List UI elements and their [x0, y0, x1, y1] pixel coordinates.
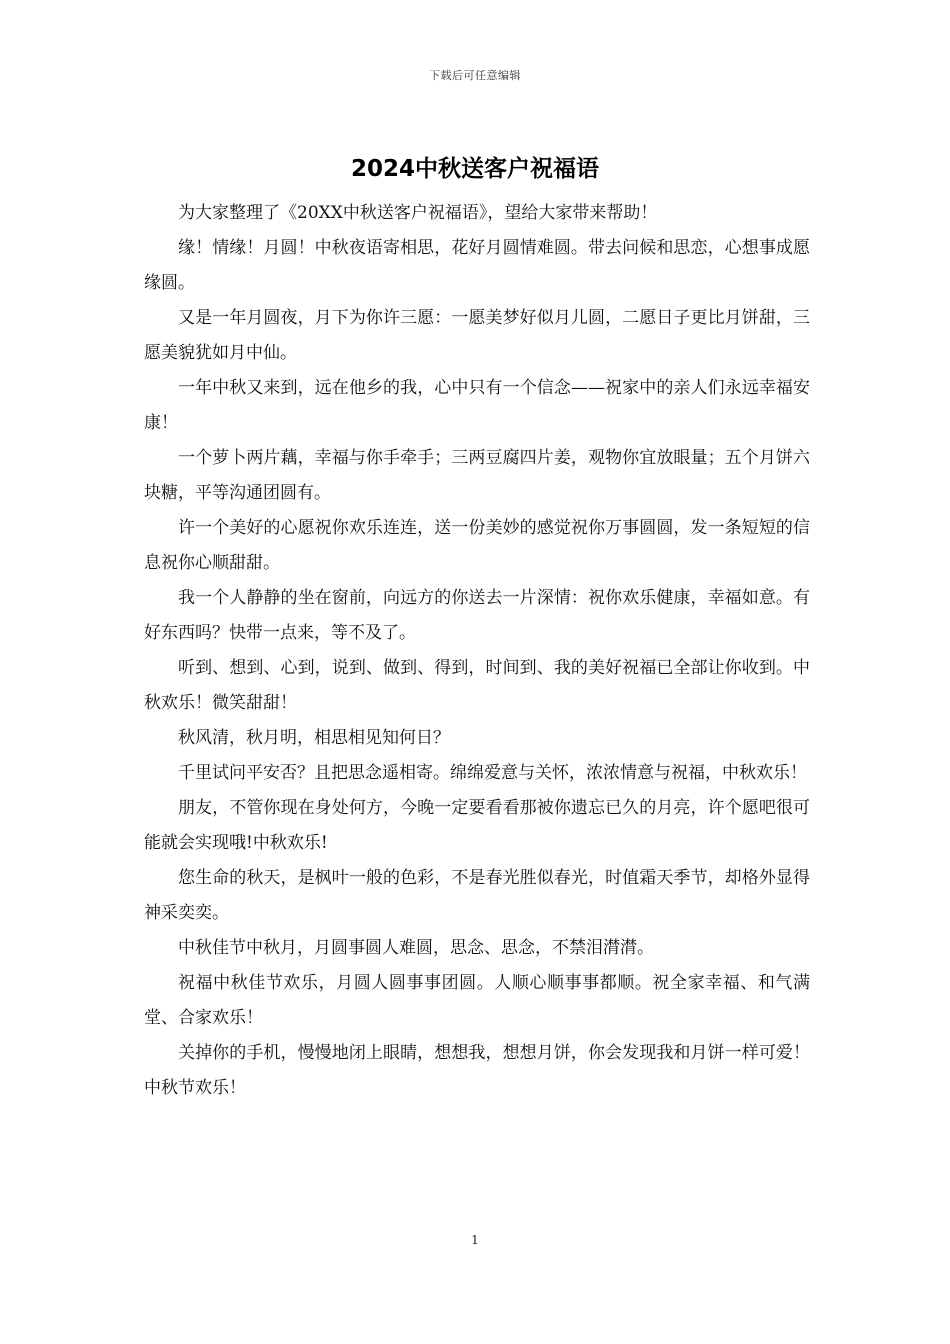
paragraph: 秋风清，秋月明，相思相见知何日？ [178, 728, 450, 748]
paragraph: 一年中秋又来到，远在他乡的我，心中只有一个信念——祝家中的亲人们永远幸福安康！ [144, 378, 810, 433]
paragraph: 缘！情缘！月圆！中秋夜语寄相思，花好月圆情难圆。带去问候和思恋，心想事成愿缘圆。 [144, 238, 810, 293]
paragraph-intro: 为大家整理了《20XX中秋送客户祝福语》，望给大家带来帮助！ [178, 203, 658, 223]
document-title: 2024中秋送客户祝福语 [350, 156, 599, 182]
paragraph: 一个萝卜两片藕，幸福与你手牵手；三两豆腐四片姜，观物你宜放眼量；五个月饼六块糖，平等沟通团圆有。 [144, 448, 810, 503]
paragraph: 千里试问平安否？且把思念遥相寄。绵绵爱意与关怀，浓浓情意与祝福，中秋欢乐！ [178, 763, 807, 783]
paragraph: 又是一年月圆夜，月下为你许三愿：一愿美梦好似月儿圆，二愿日子更比月饼甜，三愿美貌犹如月中仙。 [144, 308, 810, 363]
paragraph: 听到、想到、心到，说到、做到、得到，时间到、我的美好祝福已全部让你收到。中秋欢乐！微笑甜甜！ [144, 658, 810, 713]
paragraph: 许一个美好的心愿祝你欢乐连连，送一份美妙的感觉祝你万事圆圆，发一条短短的信息祝你心顺甜甜。 [144, 518, 810, 573]
page-number: 1 [471, 1233, 479, 1247]
header-note: 下载后可任意编辑 [429, 69, 521, 82]
document-body [144, 196, 810, 1106]
paragraph: 我一个人静静的坐在窗前，向远方的你送去一片深情：祝你欢乐健康，幸福如意。有好东西吗？快带一点来，等不及了。 [144, 588, 810, 643]
paragraph: 朋友，不管你现在身处何方，今晚一定要看看那被你遗忘已久的月亮，许个愿吧很可能就会实现哦!中秋欢乐! [144, 798, 810, 853]
paragraph: 中秋佳节中秋月，月圆事圆人难圆，思念、思念，不禁泪潸潸。 [178, 938, 654, 958]
paragraph: 祝福中秋佳节欢乐，月圆人圆事事团圆。人顺心顺事事都顺。祝全家幸福、和气满堂、合家欢乐！ [144, 973, 810, 1028]
paragraph: 关掉你的手机，慢慢地闭上眼睛，想想我，想想月饼，你会发现我和月饼一样可爱！中秋节欢乐！ [144, 1043, 810, 1098]
paragraph: 您生命的秋天，是枫叶一般的色彩，不是春光胜似春光，时值霜天季节，却格外显得神采奕奕。 [144, 868, 810, 923]
